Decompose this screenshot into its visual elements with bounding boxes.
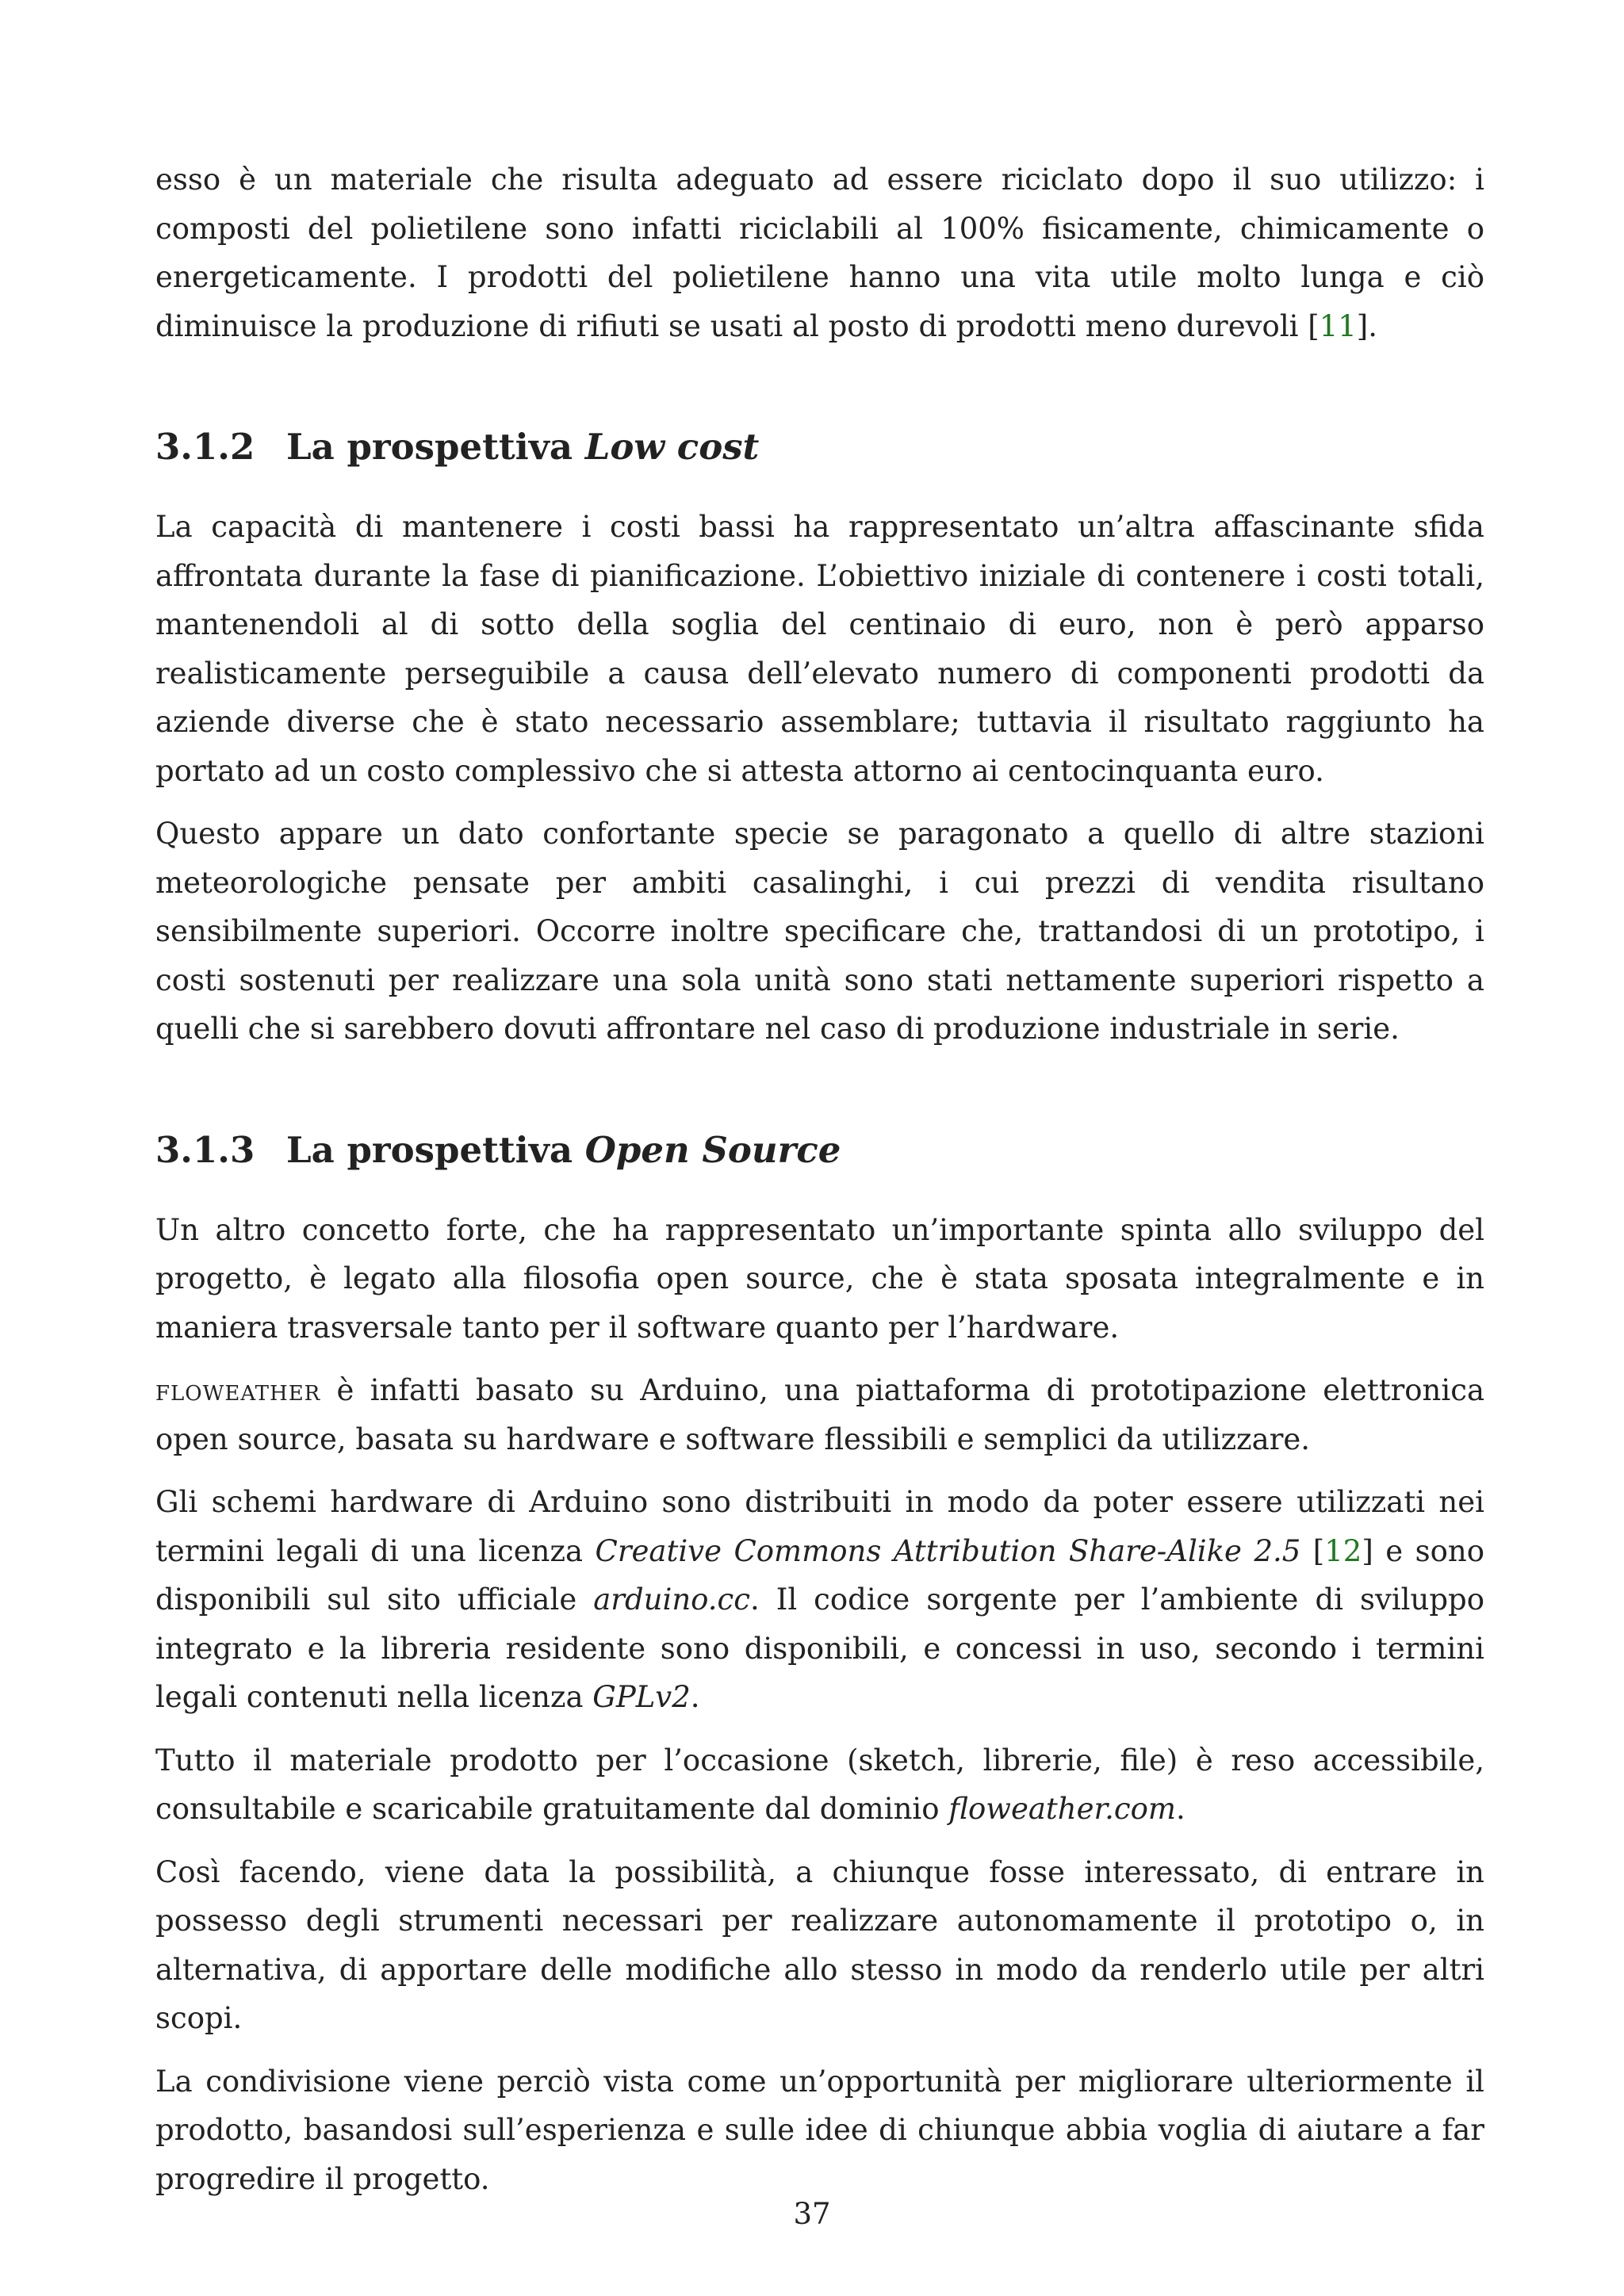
paragraph-intro: esso è un materiale che risulta adeguato ad essere riciclato dopo il suo utilizzo: i composti del polietilene sono infatti riciclabili al 100% fisicamente, chimicamente o energeticamente. I prodotti del polietilene hanno una vita utile molto lunga e ciò diminuisce la produzione di rifiuti se usati al posto di prodotti meno durevoli [11].: [155, 163, 1484, 343]
paragraph-open-5: Così facendo, viene data la possibilità, a chiunque fosse interessato, di entrare in possesso degli strumenti necessari per realizzare autonomamente il prototipo o, in alternativa, di apportare delle modifiche allo stesso in modo da renderlo utile per altri scopi.: [155, 1854, 1484, 2035]
section-heading-3-1-3: [155, 1127, 1484, 1174]
paragraph-open-3: Gli schemi hardware di Arduino sono distribuiti in modo da poter essere utilizzati nei termini legali di una licenza Creative Commons Attribution Share-Alike 2.5 [12] e sono disponibili sul sito ufficiale arduino.cc. Il codice sorgente per l’ambiente di sviluppo integrato e la libreria residente sono disponibili, e concessi in uso, secondo i termini legali contenuti nella licenza GPLv2.: [155, 1485, 1484, 1714]
citation-link-12[interactable]: 12: [1324, 1533, 1362, 1568]
brand-name: floweather: [155, 1373, 321, 1407]
page-body: [155, 155, 1484, 2218]
paragraph-open-6: La condivisione viene perciò vista come un’opportunità per migliorare ulteriormente il prodotto, basandosi sull’esperienza e sulle idee di chiunque abbia voglia di aiutare a far progredire il progetto.: [155, 2064, 1484, 2196]
section-heading-3-1-2: [155, 423, 1484, 471]
section-number: 3.1.3: [155, 1128, 255, 1171]
gpl-license: GPLv2: [592, 1680, 691, 1714]
section-title-prefix: La prospettiva: [286, 426, 585, 468]
site-name: arduino.cc: [593, 1582, 750, 1617]
section-title-emphasis: Open Source: [584, 1128, 841, 1171]
section-title-emphasis: Low cost: [584, 426, 760, 468]
paragraph-open-2: floweather è infatti basato su Arduino, una piattaforma di prototipazione elettronica open source, basata su hardware e software flessibili e semplici da utilizzare.: [155, 1373, 1484, 1456]
license-name: Creative Commons Attribution Share-Alike 2.5: [595, 1533, 1301, 1568]
paragraph-lowcost-2: Questo appare un dato confortante specie se paragonato a quello di altre stazioni meteorologiche pensate per ambiti casalinghi, i cui prezzi di vendita risultano sensibilmente superiori. Occorre inoltre specificare che, trattandosi di un prototipo, i costi sostenuti per realizzare una sola unità sono stati nettamente superiori rispetto a quelli che si sarebbero dovuti affrontare nel caso di produzione industriale in serie.: [155, 817, 1484, 1046]
paragraph-open-4: Tutto il materiale prodotto per l’occasione (sketch, librerie, file) è reso accessibile, consultabile e scaricabile gratuitamente dal dominio floweather.com.: [155, 1743, 1484, 1826]
section-title-prefix: La prospettiva: [286, 1128, 585, 1171]
domain-name: floweather.com: [948, 1792, 1176, 1826]
page-number: 37: [793, 2197, 831, 2231]
citation-link-11[interactable]: 11: [1319, 308, 1357, 343]
paragraph-lowcost-1: La capacità di mantenere i costi bassi ha rappresentato un’altra affascinante sfida affrontata durante la fase di pianificazione. L’obiettivo iniziale di contenere i costi totali, mantenendoli al di sotto della soglia del centinaio di euro, non è però apparso realisticamente perseguibile a causa dell’elevato numero di componenti prodotti da aziende diverse che è stato necessario assemblare; tuttavia il risultato raggiunto ha portato ad un costo complessivo che si attesta attorno ai centocinquanta euro.: [155, 510, 1484, 788]
paragraph-open-1: Un altro concetto forte, che ha rappresentato un’importante spinta allo sviluppo del progetto, è legato alla filosofia open source, che è stata sposata integralmente e in maniera trasversale tanto per il software quanto per l’hardware.: [155, 1212, 1484, 1345]
section-number: 3.1.2: [155, 426, 255, 468]
